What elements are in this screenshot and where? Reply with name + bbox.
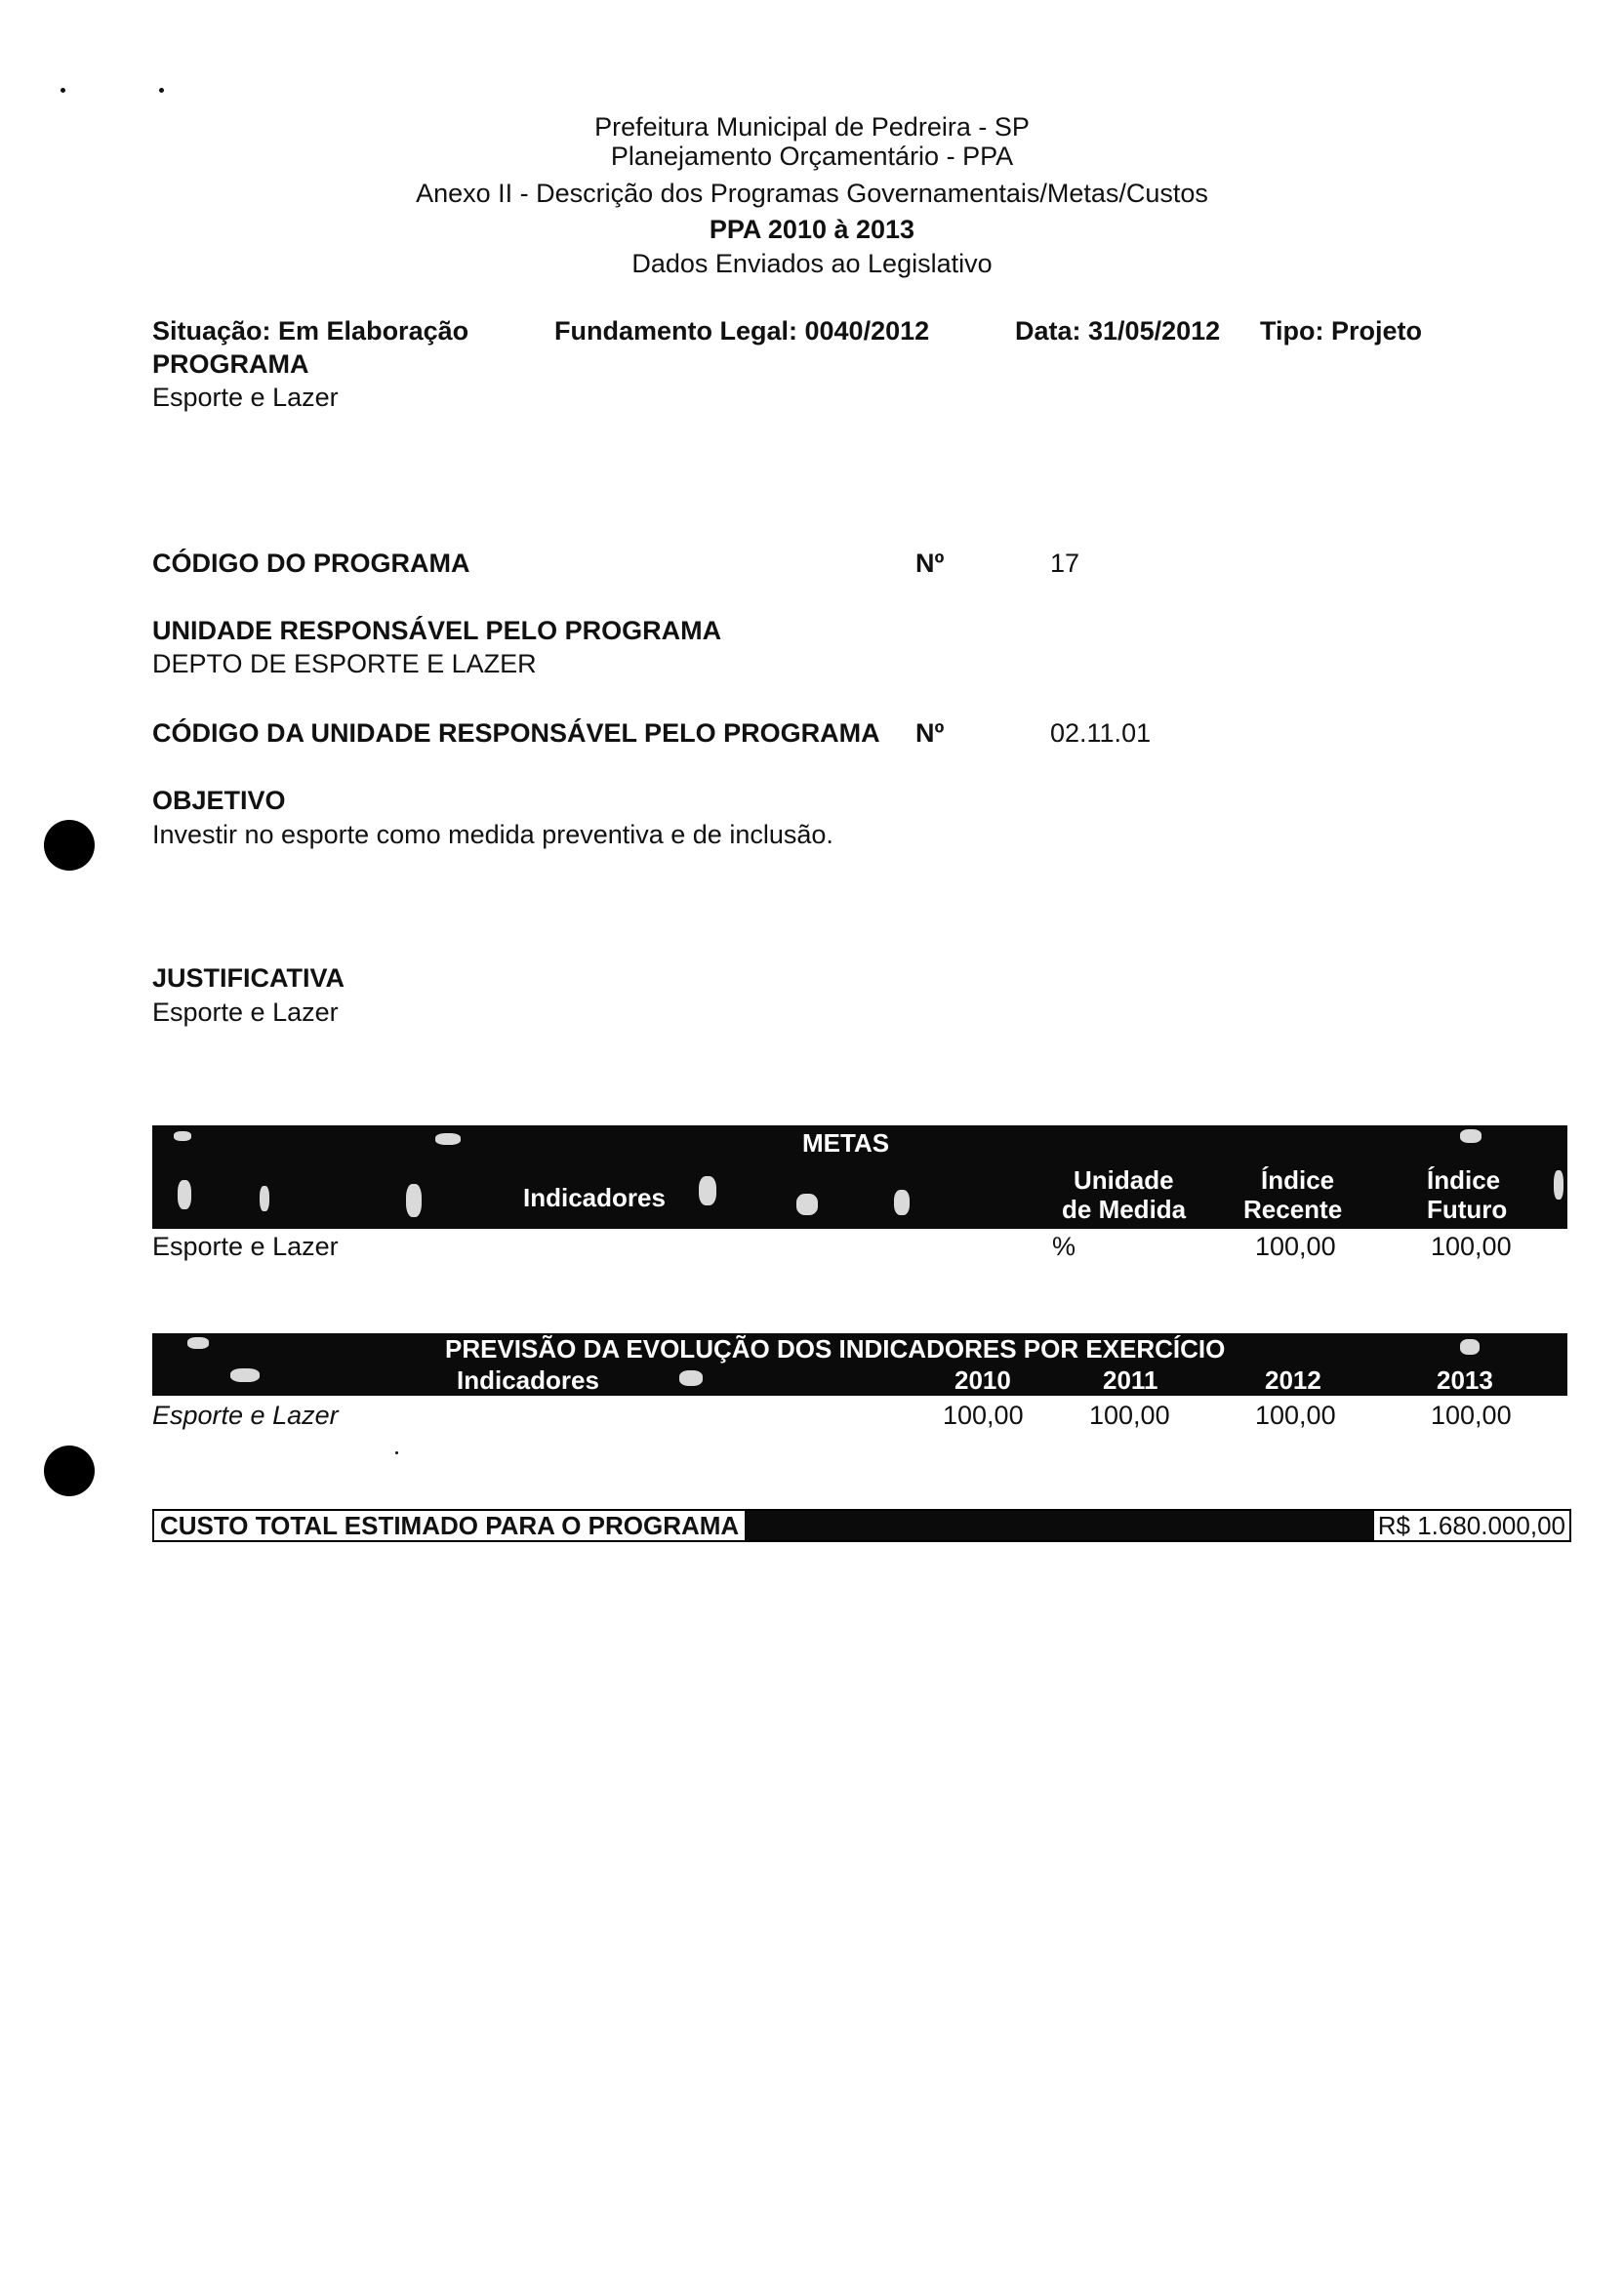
previsao-col-indicadores: Indicadores [457, 1365, 599, 1395]
custo-currency: R$ [1377, 1511, 1410, 1540]
header-annex: Anexo II - Descrição dos Programas Governamentais/Metas/Custos [416, 179, 1208, 208]
metas-row-indicador: Esporte e Lazer [152, 1232, 339, 1261]
situacao-label: Situação: Em Elaboração [152, 316, 469, 346]
header-dados: Dados Enviados ao Legislativo [631, 249, 993, 278]
justificativa-label: JUSTIFICATIVA [152, 963, 345, 993]
previsao-year-2012: 2012 [1265, 1365, 1321, 1395]
previsao-title: PREVISÃO DA EVOLUÇÃO DOS INDICADORES POR EXERCÍCIO [445, 1334, 1226, 1364]
objetivo-value: Investir no esporte como medida preventiva e de inclusão. [152, 820, 833, 849]
unidade-label: UNIDADE RESPONSÁVEL PELO PROGRAMA [152, 616, 722, 645]
custo-total-label: CUSTO TOTAL ESTIMADO PARA O PROGRAMA [154, 1511, 745, 1540]
tipo-label: Tipo: Projeto [1260, 316, 1422, 346]
fundamento-legal: Fundamento Legal: 0040/2012 [554, 316, 930, 346]
scan-noise [406, 1184, 422, 1217]
previsao-row-2010: 100,00 [943, 1401, 1024, 1430]
codigo-unidade-value: 02.11.01 [1050, 718, 1152, 748]
scan-mark [61, 88, 65, 93]
custo-value: 1.680.000,00 [1417, 1511, 1565, 1540]
previsao-year-2011: 2011 [1103, 1365, 1158, 1395]
metas-col-futuro-1: Índice [1427, 1165, 1501, 1195]
codigo-unidade-num-label: Nº [915, 718, 945, 748]
header-municipality: Prefeitura Municipal de Pedreira - SP [594, 112, 1030, 142]
previsao-row-2011: 100,00 [1089, 1401, 1170, 1430]
programa-value: Esporte e Lazer [152, 383, 339, 412]
custo-total-bar [152, 1509, 1571, 1542]
scan-noise [178, 1180, 191, 1209]
scan-noise [435, 1133, 461, 1145]
metas-title: METAS [802, 1128, 890, 1158]
metas-col-recente-1: Índice [1261, 1165, 1335, 1195]
metas-row-recente: 100,00 [1255, 1232, 1336, 1261]
scan-noise [679, 1370, 703, 1386]
previsao-row-2012: 100,00 [1255, 1401, 1336, 1430]
scan-noise [894, 1190, 910, 1215]
punch-hole [44, 820, 95, 871]
codigo-programa-value: 17 [1050, 549, 1080, 578]
scan-mark [159, 88, 164, 93]
programa-label: PROGRAMA [152, 349, 309, 379]
punch-hole [44, 1446, 95, 1496]
previsao-row-indicador: Esporte e Lazer [152, 1401, 339, 1430]
objetivo-label: OBJETIVO [152, 786, 286, 815]
scan-noise [260, 1186, 269, 1211]
scan-noise [1460, 1339, 1480, 1355]
scan-noise [174, 1131, 191, 1141]
scan-noise [699, 1176, 716, 1205]
scan-noise [796, 1194, 818, 1215]
metas-col-unidade-1: Unidade [1074, 1165, 1174, 1195]
metas-col-unidade-2: de Medida [1062, 1195, 1187, 1224]
codigo-programa-label: CÓDIGO DO PROGRAMA [152, 549, 470, 578]
metas-col-indicadores: Indicadores [523, 1183, 666, 1212]
previsao-header-bar [152, 1333, 1567, 1396]
metas-row-futuro: 100,00 [1431, 1232, 1512, 1261]
metas-row-unidade: % [1052, 1232, 1076, 1261]
scan-noise [187, 1337, 209, 1349]
previsao-year-2013: 2013 [1437, 1365, 1493, 1395]
scan-mark [395, 1451, 398, 1454]
previsao-year-2010: 2010 [954, 1365, 1011, 1395]
header-planning: Planejamento Orçamentário - PPA [610, 142, 1014, 171]
justificativa-value: Esporte e Lazer [152, 998, 339, 1027]
previsao-row-2013: 100,00 [1431, 1401, 1512, 1430]
data-label: Data: 31/05/2012 [1015, 316, 1221, 346]
codigo-unidade-label: CÓDIGO DA UNIDADE RESPONSÁVEL PELO PROGRAMA [152, 718, 880, 748]
unidade-value: DEPTO DE ESPORTE E LAZER [152, 649, 537, 678]
custo-total-value-box [1374, 1511, 1569, 1540]
metas-col-recente-2: Recente [1243, 1195, 1343, 1224]
scan-noise [230, 1368, 260, 1382]
codigo-programa-num-label: Nº [915, 549, 945, 578]
scan-noise [1554, 1170, 1563, 1200]
scan-noise [1460, 1129, 1482, 1143]
metas-col-futuro-2: Futuro [1427, 1195, 1508, 1224]
header-ppa: PPA 2010 à 2013 [709, 215, 915, 244]
metas-header-bar [152, 1125, 1567, 1229]
